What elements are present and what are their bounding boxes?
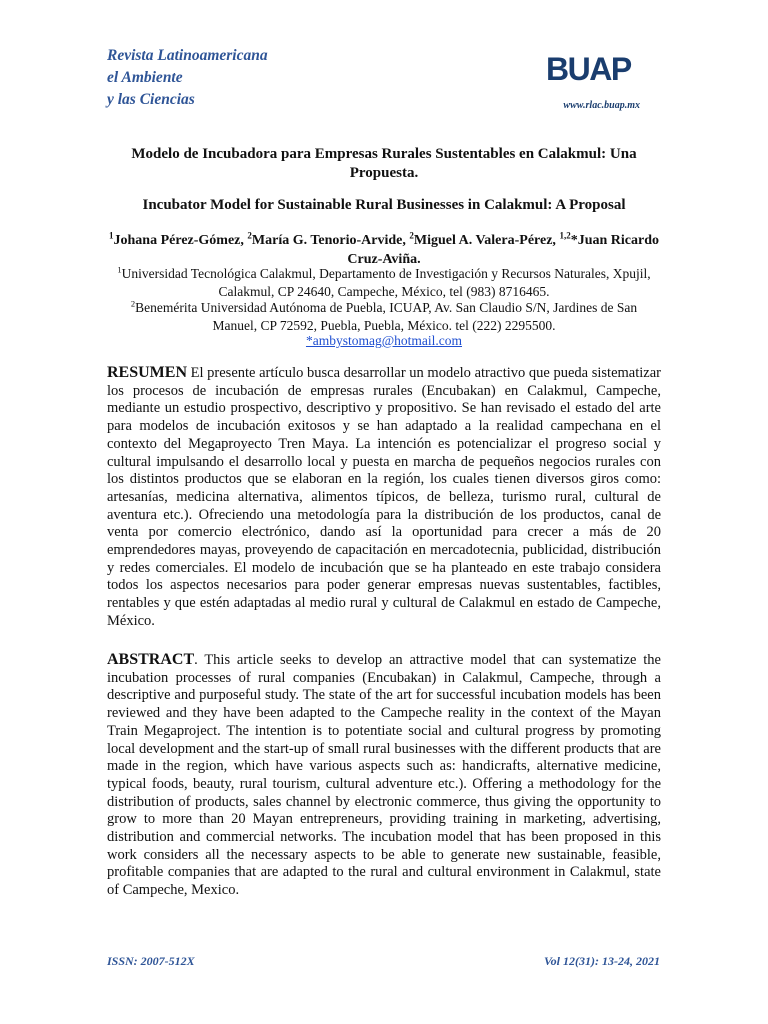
affiliation-2-text: Benemérita Universidad Autónoma de Puebla, ICUAP, Av. San Claudio S/N, Jardines de San Manuel, CP 72592, Puebla, Puebla, México. tel (222) 2295500. [135, 300, 638, 333]
resumen-text: El presente artículo busca desarrollar un modelo atractivo que pueda sistematizar los procesos de incubación de empresas rurales (Encubakan) en Calakmul, Campeche, mediante un estudio prospectivo, descriptivo y propositivo. Se han revisado el estado del arte para modelos de incubación exitosos y se han adaptado a la realidad campechana en el contexto del Megaproyecto Tren Maya. La intención es potencializar el progreso social y cultural impulsando el desarrollo local y puesta en marcha de pequeños negocios rurales con los distintos productos que se elaboran en la región, los cuales tienen diversos giros como: artesanías, medicina alternativa, alimentos típicos, de belleza, turismo rural, cultural de aventura etc.). Ofreciendo una metodología para la distribución de los productos, canal de venta por comercio electrónico, dando así la oportunidad para crecer a más de 20 emprendedores mayas, proveyendo de capacitación en mercadotecnia, publicidad, distribución y redes comerciales. El modelo de incubación que se ha planteado en este trabajo considera todos los aspectos necesarios para poder generar empresas nuevas sustentables, factibles, rentables y que estén adaptadas al medio rural y cultural de Calakmul en estado de Campeche, México. [107, 365, 661, 629]
author-3: Miguel A. Valera-Pérez, [413, 233, 560, 248]
title-english: Incubator Model for Sustainable Rural Businesses in Calakmul: A Proposal [142, 197, 626, 213]
resumen-heading: RESUMEN [107, 364, 188, 381]
author-1-sup: 1 [109, 230, 114, 241]
affiliation-1 [107, 265, 661, 300]
website-link[interactable]: www.rlac.buap.mx [563, 100, 640, 111]
journal-name [107, 45, 268, 111]
abstract-heading: ABSTRACT [107, 651, 195, 668]
abstract-paragraph [107, 651, 661, 900]
affiliation-2 [107, 299, 661, 334]
affiliation-1-sup: 1 [117, 264, 122, 275]
author-2: María G. Tenorio-Arvide, [251, 233, 410, 248]
footer-issn: ISSN: 2007-512X [107, 954, 195, 968]
journal-line-2: el Ambiente [107, 69, 183, 86]
author-4: *Juan Ricardo Cruz-Aviña. [347, 233, 659, 267]
buap-logo: BUAP [546, 51, 631, 87]
journal-line-3: y las Ciencias [107, 91, 195, 108]
affiliation-2-sup: 2 [130, 298, 136, 309]
author-1: Johana Pérez-Gómez, [113, 233, 248, 248]
author-3-sup: 2 [409, 230, 414, 241]
affiliation-1-text: Universidad Tecnológica Calakmul, Departamento de Investigación y Recursos Naturales, Xpujil, Calakmul, CP 24640, Campeche, México, tel (983) 8716465. [121, 266, 651, 299]
author-2-sup: 2 [247, 230, 252, 241]
journal-line-1: Revista Latinoamericana [107, 47, 268, 64]
footer-volume: Vol 12(31): 13-24, 2021 [544, 954, 660, 968]
author-4-sup: 1,2 [559, 230, 571, 241]
resumen-paragraph [107, 364, 661, 631]
corresponding-email-link[interactable]: *ambystomag@hotmail.com [305, 333, 463, 348]
title-spanish: Modelo de Incubadora para Empresas Rurales Sustentables en Calakmul: Una Propuesta. [131, 146, 637, 181]
abstract-text: . This article seeks to develop an attractive model that can systematize the incubation processes of rural companies (Encubakan) in Calakmul, Campeche, through a descriptive and purposeful study. The state of the art for successful incubation models has been reviewed and they have been adapted to the Campeche reality in the context of the Mayan Train Megaproject. The intention is to potentiate social and cultural progress by promoting local development and the start-up of small rural businesses with the different products that are made in the region, which have various aspects such as: handicrafts, alternative medicine, typical foods, beauty, rural tourism, cultural adventure etc.). Offering a methodology for the distribution of products, sales channel by electronic commerce, thus giving the opportunity to grow to more than 20 Mayan entrepreneurs, providing training in marketing, advertising, distribution and commercial networks. The incubation model that has been proposed in this work considers all the necessary aspects to be able to generate new sustainable, feasible, profitable companies that are adapted to the rural and cultural environment in Calakmul, state of Campeche, Mexico. [107, 652, 661, 899]
author-list [107, 231, 661, 269]
